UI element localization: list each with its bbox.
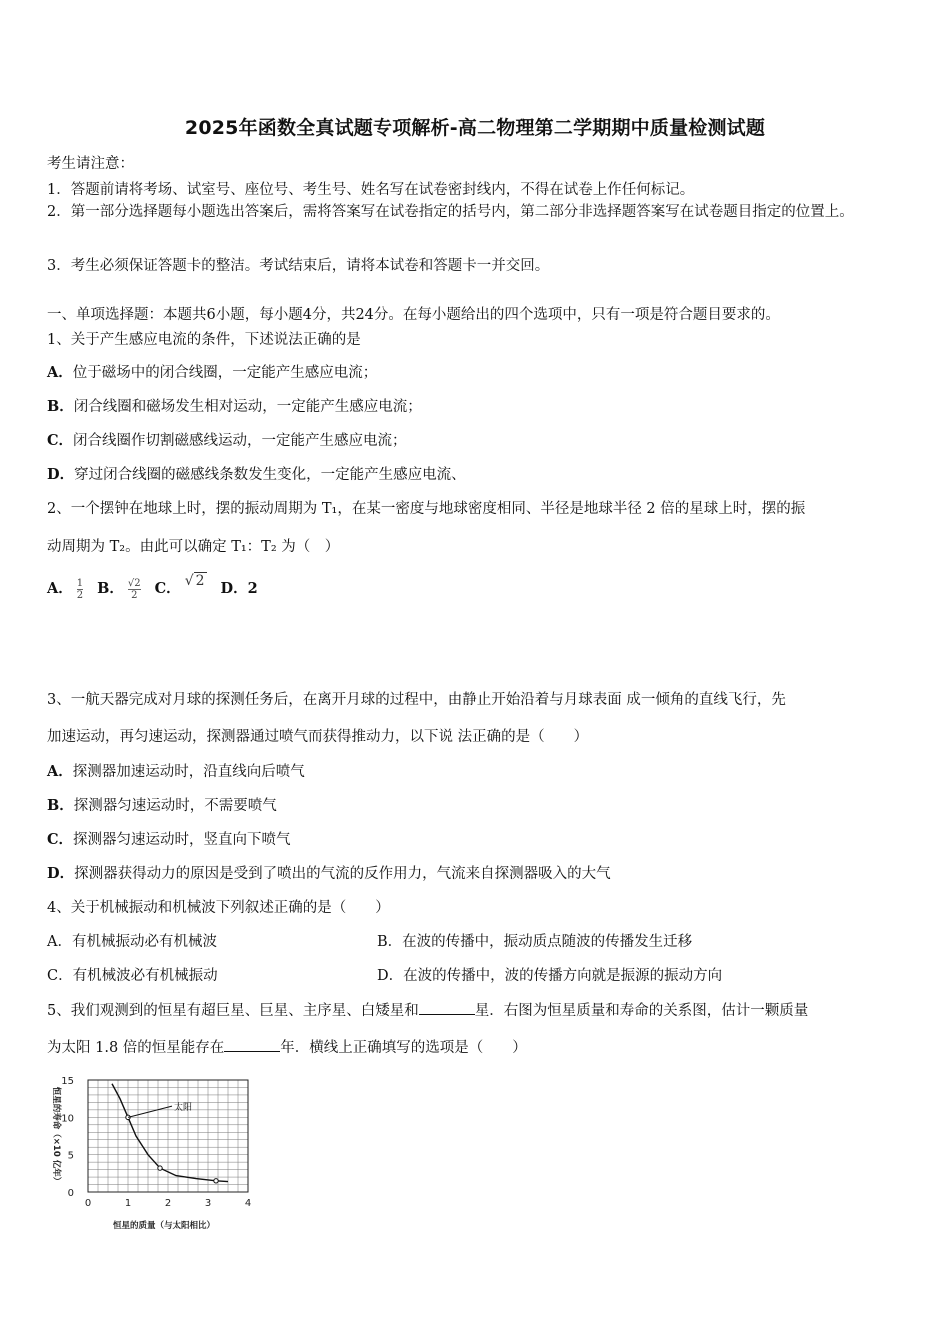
data-point [158,1166,162,1170]
question-2-options [47,573,258,601]
answer-blank [224,1039,280,1052]
y-tick-label: 15 [61,1076,74,1087]
data-point [214,1179,218,1183]
question-3-stem: 3、一航天器完成对月球的探测任务后，在离开月球的过程中，由静止开始沿着与月球表面 成一倾角的直线飞行，先 [47,692,786,708]
y-axis-label: 恒星的寿命（×10 亿年） [51,1086,61,1186]
x-tick-label: 4 [244,1198,252,1209]
x-tick-label: 2 [164,1198,172,1209]
answer-blank [419,1002,475,1015]
question-5-stem-cont: 为太阳 1.8 倍的恒星能存在 年．横线上正确填写的选项是（ ） [47,1040,527,1056]
notice-item: 1．答题前请将考场、试室号、座位号、考生号、姓名写在试卷密封线内，不得在试卷上作任何标记。 [47,182,695,198]
question-1-option-b: B．闭合线圈和磁场发生相对运动，一定能产生感应电流； [47,398,422,415]
sqrt-c: √ 2 [184,573,205,589]
question-3-option-a: A．探测器加速运动时，沿直线向后喷气 [47,763,305,780]
question-4-option-a: A．有机械振动必有机械波 [47,934,217,950]
question-5-stem: 5、我们观测到的恒星有超巨星、巨星、主序星、白矮星和 星．右图为恒星质量和寿命的关系图，估计一颗质量 [47,1003,809,1019]
x-tick-label: 1 [124,1198,132,1209]
question-3-option-d: D．探测器获得动力的原因是受到了喷出的气流的反作用力，气流来自探测器吸入的大气 [47,865,611,882]
fraction-b: $\frac{√2}{2}$ [127,577,141,601]
question-4-stem: 4、关于机械振动和机械波下列叙述正确的是（ ） [47,900,390,916]
question-2-stem-cont: 动周期为 T₂。由此可以确定 T₁：T₂ 为（ ） [47,539,340,555]
question-3-option-b: B．探测器匀速运动时，不需要喷气 [47,797,277,814]
page-title: 2025年函数全真试题专项解析-高二物理第二学期期中质量检测试题 [184,117,766,139]
series-line [112,1084,228,1182]
notice-heading: 考生请注意： [47,156,134,172]
question-3-stem-cont: 加速运动，再匀速运动，探测器通过喷气而获得推动力，以下说 法正确的是（ ） [47,729,589,745]
option-c-label: C． [154,580,181,597]
fraction-a: $\frac{1}{2}$ [76,577,84,601]
y-tick-label: 5 [67,1150,74,1162]
x-tick-label: 0 [84,1198,92,1209]
option-a-label: A． [47,580,73,597]
x-axis-label: 恒星的质量（与太阳相比） [112,1221,216,1231]
star-lifetime-chart [44,1068,260,1234]
question-4-option-c: C．有机械波必有机械振动 [47,968,218,984]
question-1-option-d: D．穿过闭合线圈的磁感线条数发生变化，一定能产生感应电流、 [47,466,466,483]
question-1-option-a: A．位于磁场中的闭合线圈，一定能产生感应电流； [47,364,378,381]
question-4-option-d: D．在波的传播中，波的传播方向就是振源的振动方向 [377,968,723,984]
question-3-option-c: C．探测器匀速运动时，竖直向下喷气 [47,831,291,848]
question-1-stem: 1、关于产生感应电流的条件，下述说法正确的是 [47,332,361,348]
question-2-stem: 2、一个摆钟在地球上时，摆的振动周期为 T₁，在某一密度与地球密度相同、半径是地球半径 2 倍的星球上时，摆的振 [47,501,806,517]
notice-item: 3．考生必须保证答题卡的整洁。考试结束后，请将本试卷和答题卡一并交回。 [47,258,550,274]
question-1-option-c: C．闭合线圈作切割磁感线运动，一定能产生感应电流； [47,432,407,449]
section-heading: 一、单项选择题：本题共6小题，每小题4分，共24分。在每小题给出的四个选项中，只有一项是符合题目要求的。 [47,307,780,323]
question-4-option-b: B．在波的传播中，振动质点随波的传播发生迁移 [377,934,693,950]
y-tick-label: 10 [61,1113,74,1125]
option-b-label: B． [97,580,124,597]
notice-item: 2．第一部分选择题每小题选出答案后，需将答案写在试卷指定的括号内，第二部分非选择题答案写在试卷题目指定的位置上。 [47,204,854,220]
y-tick-label: 0 [67,1188,74,1199]
option-d-label: D．2 [220,580,258,597]
annotation-label: 太阳 [174,1103,193,1114]
annotation-pointer [128,1106,172,1117]
x-tick-label: 3 [204,1198,212,1209]
